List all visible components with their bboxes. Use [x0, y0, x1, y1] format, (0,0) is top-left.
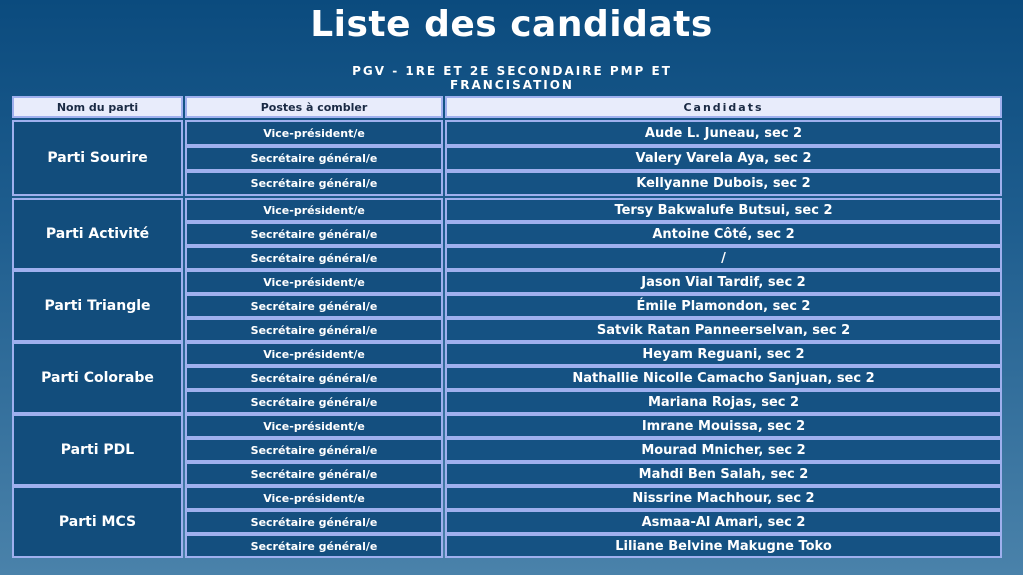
candidate-cell: Heyam Reguani, sec 2 — [445, 342, 1002, 366]
candidate-cell: Asmaa-Al Amari, sec 2 — [445, 510, 1002, 534]
header-candidates: Candidats — [445, 96, 1002, 118]
post-cell: Secrétaire général/e — [185, 246, 443, 270]
candidate-cell: Imrane Mouissa, sec 2 — [445, 414, 1002, 438]
candidate-cell: Satvik Ratan Panneerselvan, sec 2 — [445, 318, 1002, 342]
page-subtitle: PGV - 1RE ET 2E SECONDAIRE PMP ET FRANCISATION — [352, 64, 672, 92]
post-cell: Vice-président/e — [185, 486, 443, 510]
candidate-cell: Nathallie Nicolle Camacho Sanjuan, sec 2 — [445, 366, 1002, 390]
post-cell: Vice-président/e — [185, 414, 443, 438]
candidate-cell: Valery Varela Aya, sec 2 — [445, 146, 1002, 171]
header-post: Postes à combler — [185, 96, 443, 118]
page-title: Liste des candidats — [310, 4, 713, 45]
post-cell: Secrétaire général/e — [185, 171, 443, 196]
candidate-cell: Mourad Mnicher, sec 2 — [445, 438, 1002, 462]
post-cell: Secrétaire général/e — [185, 390, 443, 414]
post-cell: Secrétaire général/e — [185, 438, 443, 462]
post-cell: Secrétaire général/e — [185, 294, 443, 318]
party-cell: Parti Triangle — [12, 270, 183, 342]
candidate-cell: Liliane Belvine Makugne Toko — [445, 534, 1002, 558]
post-cell: Secrétaire général/e — [185, 510, 443, 534]
party-cell: Parti Activité — [12, 198, 183, 270]
candidate-cell: Nissrine Machhour, sec 2 — [445, 486, 1002, 510]
party-cell: Parti Colorabe — [12, 342, 183, 414]
candidate-cell: Émile Plamondon, sec 2 — [445, 294, 1002, 318]
party-cell: Parti PDL — [12, 414, 183, 486]
post-cell: Vice-président/e — [185, 342, 443, 366]
post-cell: Secrétaire général/e — [185, 366, 443, 390]
header-party: Nom du parti — [12, 96, 183, 118]
post-cell: Vice-président/e — [185, 198, 443, 222]
candidate-cell: Mahdi Ben Salah, sec 2 — [445, 462, 1002, 486]
party-cell: Parti Sourire — [12, 120, 183, 196]
post-cell: Vice-président/e — [185, 120, 443, 146]
post-cell: Vice-président/e — [185, 270, 443, 294]
party-cell: Parti MCS — [12, 486, 183, 558]
candidate-cell: Antoine Côté, sec 2 — [445, 222, 1002, 246]
post-cell: Secrétaire général/e — [185, 222, 443, 246]
candidate-cell: Tersy Bakwalufe Butsui, sec 2 — [445, 198, 1002, 222]
post-cell: Secrétaire général/e — [185, 462, 443, 486]
candidate-cell: Kellyanne Dubois, sec 2 — [445, 171, 1002, 196]
post-cell: Secrétaire général/e — [185, 534, 443, 558]
post-cell: Secrétaire général/e — [185, 318, 443, 342]
post-cell: Secrétaire général/e — [185, 146, 443, 171]
candidate-cell: Mariana Rojas, sec 2 — [445, 390, 1002, 414]
candidate-cell: / — [445, 246, 1002, 270]
candidate-cell: Aude L. Juneau, sec 2 — [445, 120, 1002, 146]
candidate-cell: Jason Vial Tardif, sec 2 — [445, 270, 1002, 294]
